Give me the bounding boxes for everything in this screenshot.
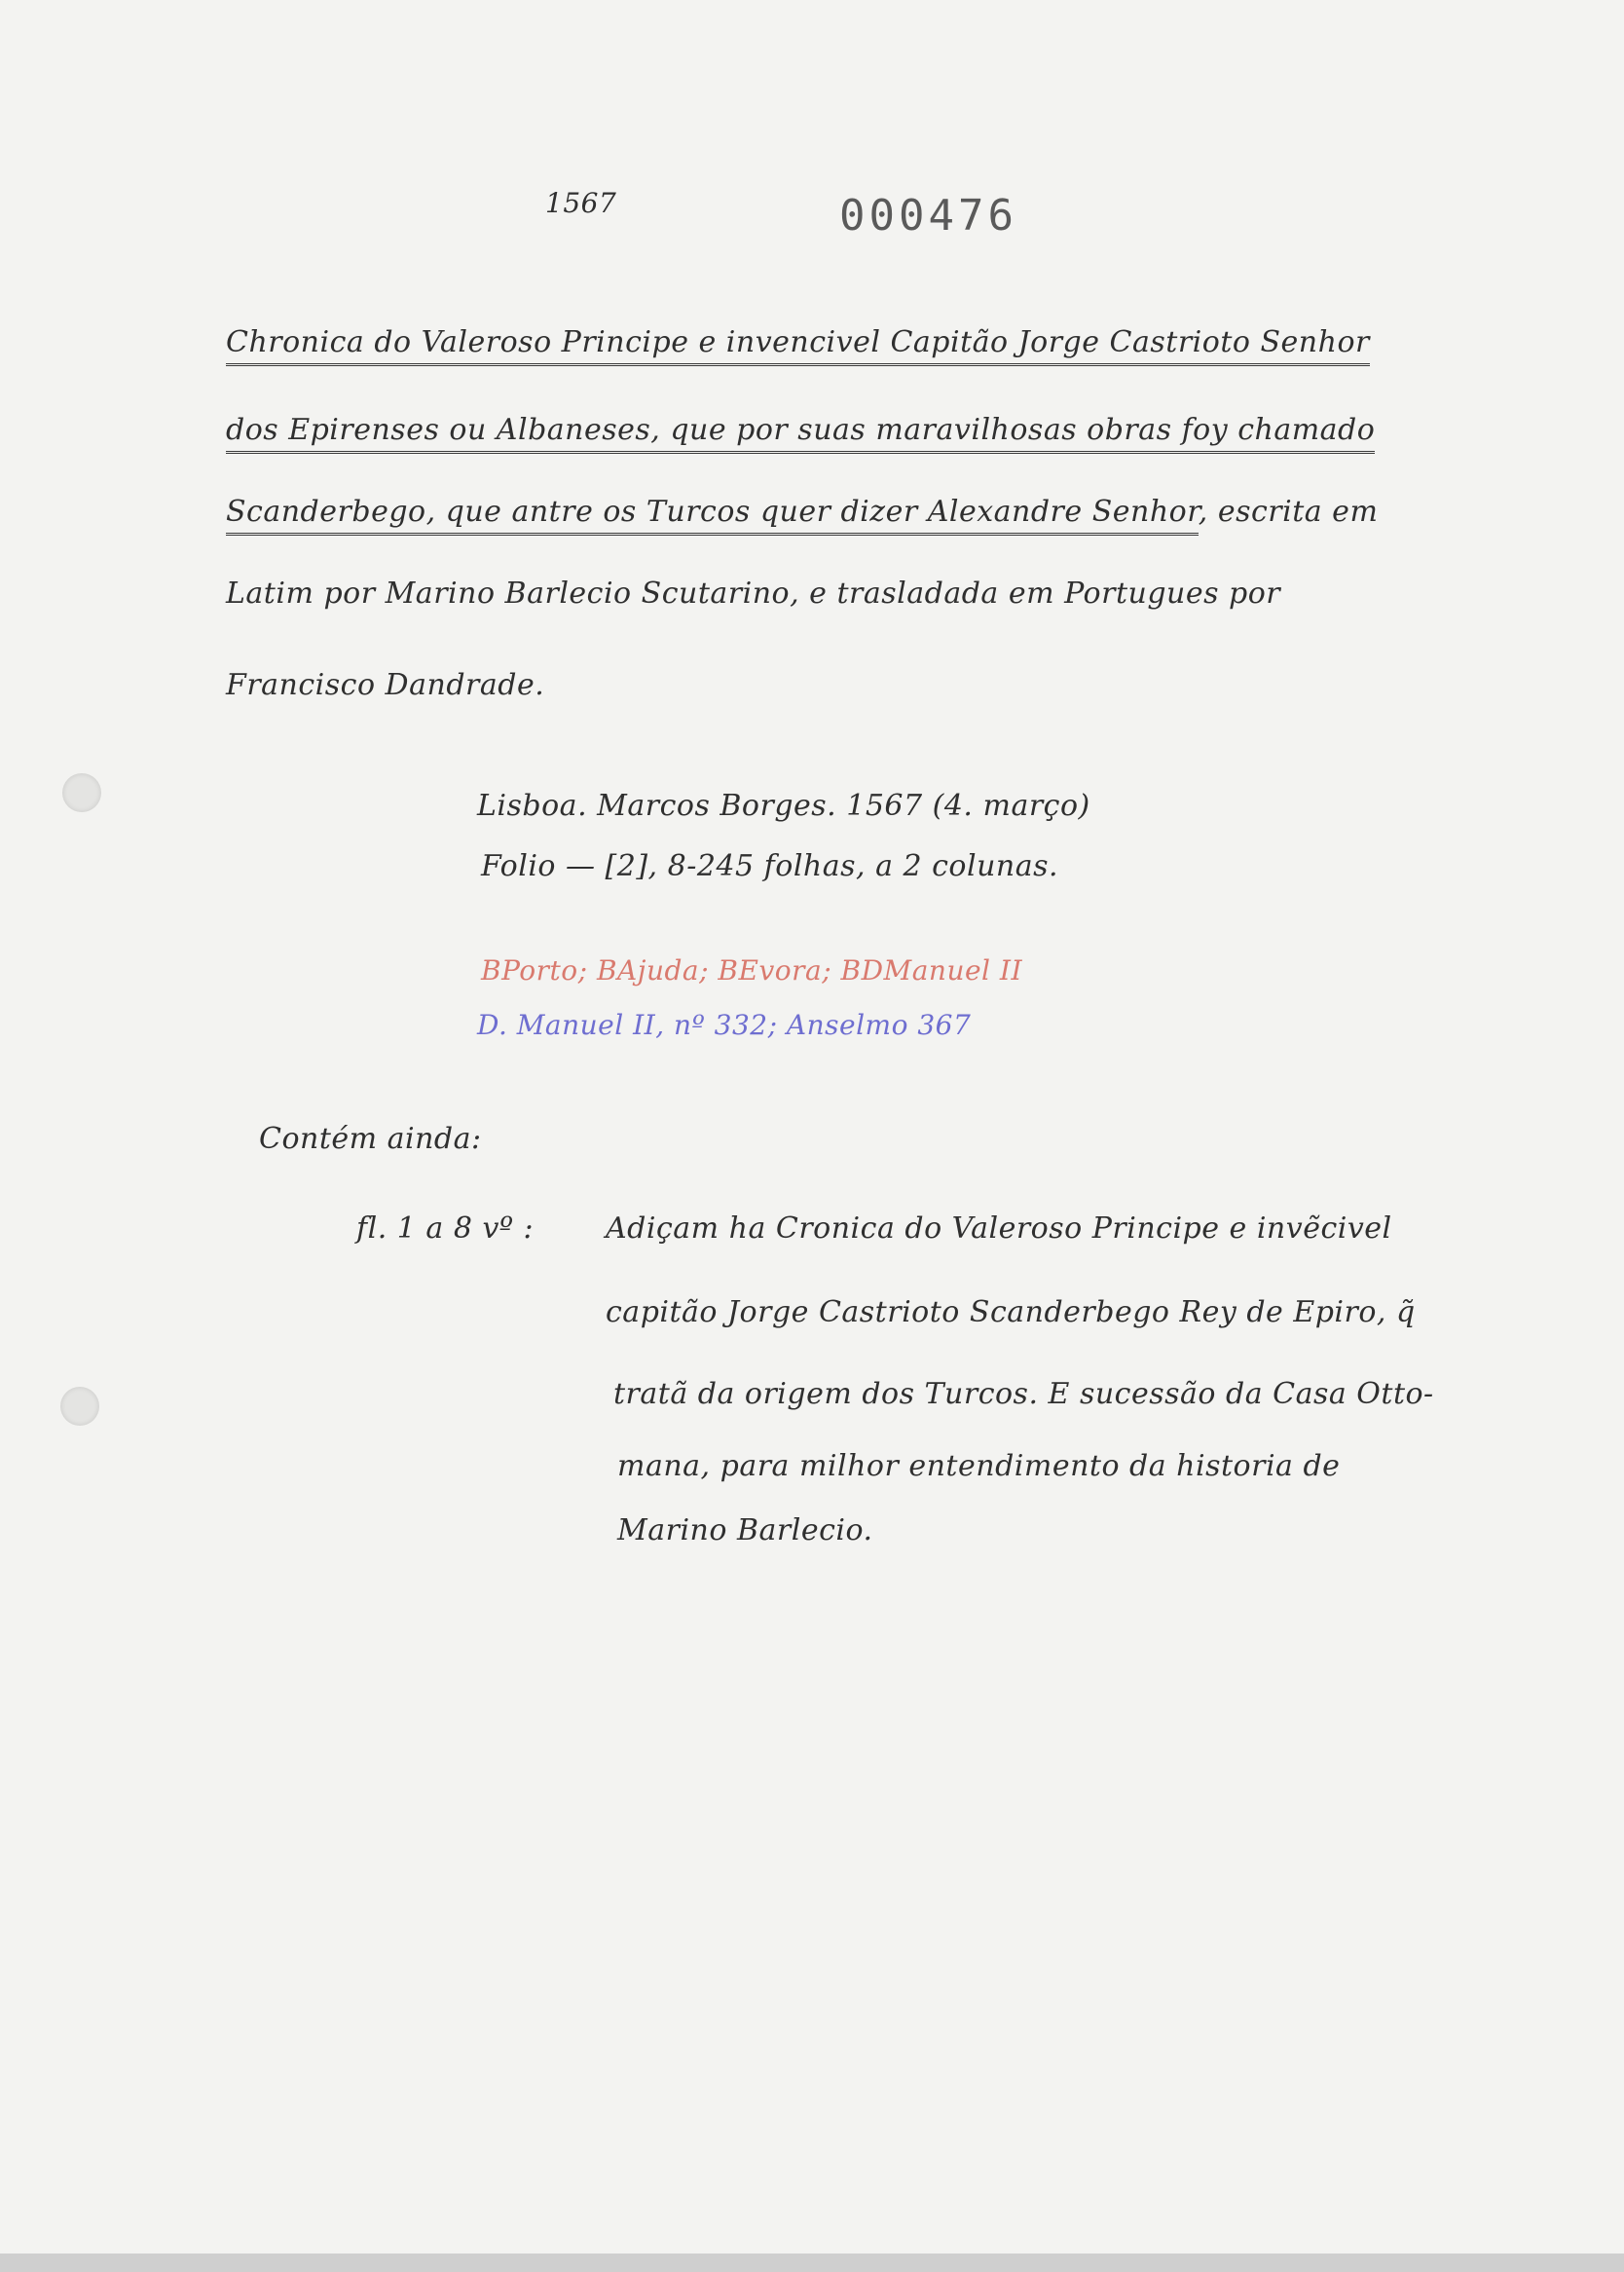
contents-heading: Contém ainda:: [259, 1122, 482, 1156]
title-line-3: [226, 495, 1378, 529]
contents-line-1: Adiçam ha Cronica do Valeroso Principe e invẽcivel: [606, 1211, 1392, 1246]
punch-hole-top: [62, 773, 101, 812]
year-label: 1567: [545, 187, 617, 219]
contents-line-3: tratã da origem dos Turcos. E sucessão da Casa Otto-: [613, 1377, 1434, 1411]
imprint-line-1: Lisboa. Marcos Borges. 1567 (4. março): [477, 789, 1090, 823]
imprint-line-2: Folio — [2], 8-245 folhas, a 2 colunas.: [481, 849, 1059, 883]
title-line-2-text: dos Epirenses ou Albaneses, que por suas maravilhosas obras foy chamado: [226, 413, 1375, 454]
locations-blue: D. Manuel II, nº 332; Anselmo 367: [477, 1009, 972, 1041]
contents-line-2: capitão Jorge Castrioto Scanderbego Rey de Epiro, q̃: [606, 1295, 1416, 1329]
contents-line-4: mana, para milhor entendimento da historia de: [617, 1449, 1341, 1483]
scan-edge: [0, 2253, 1624, 2272]
punch-hole-bottom: [60, 1387, 99, 1426]
title-line-1-text: Chronica do Valeroso Principe e invencivel Capitão Jorge Castrioto Senhor: [226, 325, 1370, 366]
title-line-1: [226, 325, 1370, 359]
stamp-number: 000476: [839, 191, 1017, 241]
title-line-5: Francisco Dandrade.: [226, 668, 545, 702]
title-line-3-text: Scanderbego, que antre os Turcos quer dizer Alexandre Senhor: [226, 495, 1199, 536]
contents-line-5: Marino Barlecio.: [617, 1513, 873, 1547]
title-line-4: Latim por Marino Barlecio Scutarino, e trasladada em Portugues por: [226, 577, 1281, 611]
title-line-3-suffix: , escrita em: [1198, 495, 1379, 529]
locations-red: BPorto; BAjuda; BEvora; BDManuel II: [481, 954, 1023, 987]
contents-ref: fl. 1 a 8 vº :: [356, 1211, 535, 1246]
title-line-2: [226, 413, 1375, 447]
